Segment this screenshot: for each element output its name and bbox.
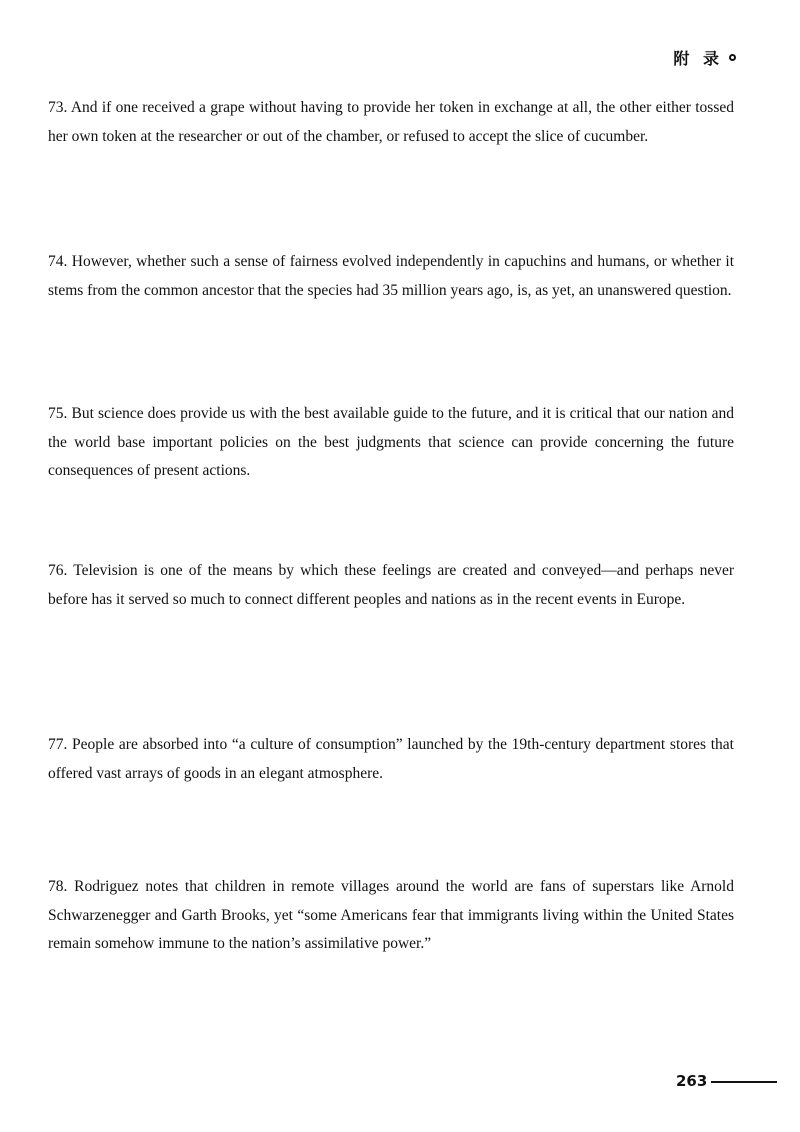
paragraph-number: 74.	[48, 253, 68, 270]
circle-icon	[729, 54, 736, 61]
paragraph-text: And if one received a grape without having to provide her token in exchange at all, the other either tossed her own token at the researcher or out of the chamber, or refused to accept the slice of cucumber.	[48, 99, 734, 145]
paragraph-number: 75.	[48, 405, 68, 422]
page-footer	[676, 1072, 777, 1090]
page-number: 263	[676, 1072, 708, 1090]
page-header	[673, 46, 736, 69]
paragraph-number: 77.	[48, 736, 68, 753]
footer-rule	[711, 1081, 777, 1083]
paragraph-text: However, whether such a sense of fairness evolved independently in capuchins and humans, or whether it stems from the common ancestor that the species had 35 million years ago, is, as yet, an unanswered question.	[48, 253, 735, 299]
section-label: 附 录	[673, 49, 723, 68]
paragraph	[48, 873, 734, 959]
paragraph	[48, 731, 734, 788]
paragraph-text: People are absorbed into “a culture of consumption” launched by the 19th-century department stores that offered vast arrays of goods in an elegant atmosphere.	[48, 736, 734, 782]
paragraph-text: Television is one of the means by which these feelings are created and conveyed—and perhaps never before has it served so much to connect different peoples and nations as in the recent events in Europe.	[48, 562, 734, 608]
paragraph	[48, 248, 734, 305]
paragraph	[48, 400, 734, 486]
paragraph-text: But science does provide us with the best available guide to the future, and it is critical that our nation and the world base important policies on the best judgments that science can provide concerning the future consequences of present actions.	[48, 405, 735, 479]
paragraph	[48, 557, 734, 614]
paragraph-number: 78.	[48, 878, 68, 895]
paragraph-text: Rodriguez notes that children in remote villages around the world are fans of superstars like Arnold Schwarzenegger and Garth Brooks, yet “some Americans fear that immigrants living within the United States remain somehow immune to the nation’s assimilative power.”	[48, 878, 734, 952]
paragraph	[48, 94, 734, 151]
paragraph-number: 73.	[48, 99, 68, 116]
paragraph-number: 76.	[48, 562, 68, 579]
